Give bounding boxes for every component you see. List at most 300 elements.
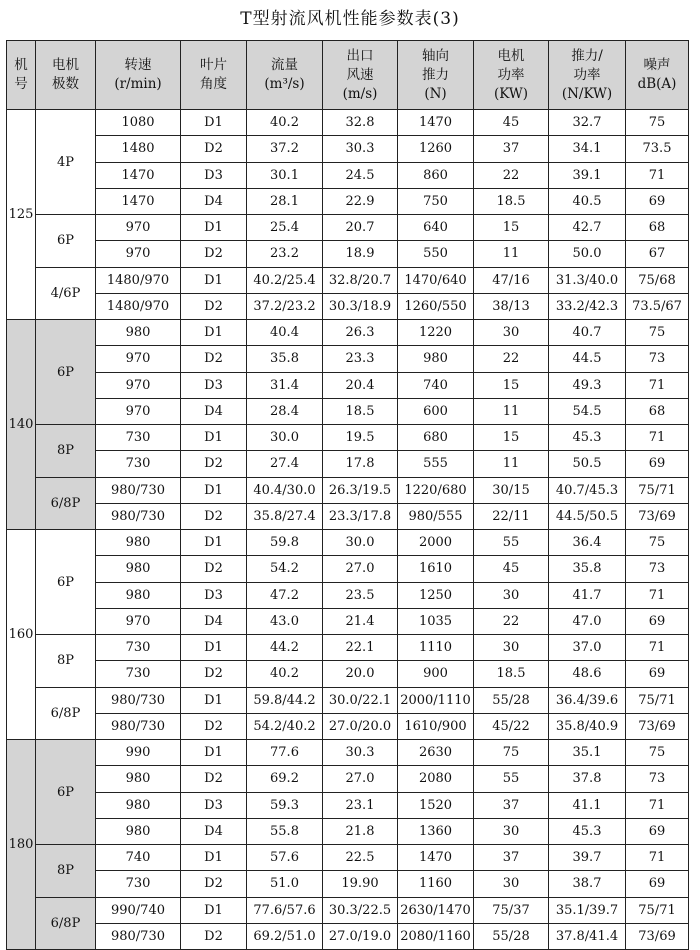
flow-cell: 47.2: [247, 582, 323, 608]
blade-angle-cell: D2: [181, 923, 247, 949]
axial-thrust-cell: 1520: [398, 792, 474, 818]
flow-cell: 28.1: [247, 188, 323, 214]
blade-angle-cell: D2: [181, 713, 247, 739]
noise-cell: 73.5: [626, 136, 689, 162]
table-row: [7, 267, 689, 293]
table-row: [7, 845, 689, 871]
poles-cell: 6P: [36, 320, 96, 425]
thrust-per-power-header-line: (N/KW): [561, 85, 613, 102]
speed-cell: 970: [96, 398, 181, 424]
blade-angle-cell: D3: [181, 372, 247, 398]
model-header: [7, 41, 36, 110]
axial-thrust-cell: 1610/900: [398, 713, 474, 739]
outlet-velocity-cell: 21.4: [323, 608, 398, 634]
outlet-velocity-cell: 30.3/22.5: [323, 897, 398, 923]
outlet-velocity-cell: 20.0: [323, 661, 398, 687]
motor-power-header: [474, 41, 549, 110]
noise-cell: 69: [626, 451, 689, 477]
thrust-per-power-cell: 41.7: [549, 582, 626, 608]
speed-cell: 990/740: [96, 897, 181, 923]
motor-power-cell: 37: [474, 845, 549, 871]
axial-thrust-cell: 1470/640: [398, 267, 474, 293]
axial-thrust-cell: 900: [398, 661, 474, 687]
outlet-velocity-cell: 18.9: [323, 241, 398, 267]
table-row: [7, 215, 689, 241]
table-row: [7, 923, 689, 949]
axial-thrust-cell: 640: [398, 215, 474, 241]
flow-cell: 59.8/44.2: [247, 687, 323, 713]
blade-angle-header-line: 叶片: [200, 57, 227, 73]
speed-cell: 980: [96, 792, 181, 818]
motor-power-cell: 37: [474, 136, 549, 162]
speed-cell: 980: [96, 582, 181, 608]
flow-cell: 77.6: [247, 740, 323, 766]
poles-header: [36, 41, 96, 110]
speed-header-line: 转速: [124, 57, 152, 73]
blade-angle-cell: D2: [181, 346, 247, 372]
table-row: [7, 818, 689, 844]
motor-power-header-line: 电机: [497, 47, 525, 64]
motor-power-cell: 55: [474, 530, 549, 556]
outlet-velocity-cell: 27.0: [323, 556, 398, 582]
flow-cell: 44.2: [247, 635, 323, 661]
blade-angle-cell: D1: [181, 477, 247, 503]
speed-cell: 970: [96, 608, 181, 634]
axial-thrust-cell: 1360: [398, 818, 474, 844]
table-row: [7, 687, 689, 713]
motor-power-cell: 30: [474, 818, 549, 844]
motor-power-cell: 37: [474, 792, 549, 818]
outlet-velocity-cell: 20.7: [323, 215, 398, 241]
table-row: [7, 188, 689, 214]
flow-header-line: 流量: [271, 57, 298, 73]
outlet-velocity-cell: 26.3/19.5: [323, 477, 398, 503]
noise-cell: 75/71: [626, 477, 689, 503]
speed-cell: 1480/970: [96, 293, 181, 319]
flow-cell: 30.1: [247, 162, 323, 188]
motor-power-cell: 75: [474, 740, 549, 766]
blade-angle-cell: D1: [181, 687, 247, 713]
header-row: [7, 41, 689, 110]
outlet-velocity-cell: 26.3: [323, 320, 398, 346]
speed-cell: 970: [96, 241, 181, 267]
table-row: [7, 398, 689, 424]
thrust-per-power-cell: 54.5: [549, 398, 626, 424]
axial-thrust-cell: 1160: [398, 871, 474, 897]
blade-angle-cell: D3: [181, 582, 247, 608]
speed-cell: 980: [96, 818, 181, 844]
thrust-per-power-cell: 49.3: [549, 372, 626, 398]
flow-cell: 43.0: [247, 608, 323, 634]
speed-cell: 970: [96, 372, 181, 398]
axial-thrust-cell: 2630: [398, 740, 474, 766]
motor-power-cell: 11: [474, 398, 549, 424]
speed-cell: 730: [96, 871, 181, 897]
noise-cell: 73: [626, 346, 689, 372]
thrust-per-power-cell: 39.7: [549, 845, 626, 871]
speed-cell: 1080: [96, 110, 181, 136]
thrust-per-power-cell: 44.5: [549, 346, 626, 372]
motor-power-cell: 22: [474, 162, 549, 188]
noise-cell: 71: [626, 582, 689, 608]
blade-angle-cell: D1: [181, 267, 247, 293]
thrust-per-power-cell: 31.3/40.0: [549, 267, 626, 293]
flow-cell: 37.2: [247, 136, 323, 162]
blade-angle-cell: D4: [181, 188, 247, 214]
motor-power-cell: 55: [474, 766, 549, 792]
thrust-per-power-cell: 38.7: [549, 871, 626, 897]
thrust-per-power-cell: 50.5: [549, 451, 626, 477]
flow-cell: 25.4: [247, 215, 323, 241]
flow-cell: 40.4: [247, 320, 323, 346]
blade-angle-cell: D3: [181, 792, 247, 818]
flow-cell: 57.6: [247, 845, 323, 871]
blade-angle-cell: D1: [181, 897, 247, 923]
model-cell: 125: [7, 110, 36, 320]
motor-power-cell: 15: [474, 425, 549, 451]
speed-header: [96, 41, 181, 110]
motor-power-cell: 22: [474, 608, 549, 634]
table-row: [7, 556, 689, 582]
axial-thrust-cell: 555: [398, 451, 474, 477]
outlet-velocity-cell: 27.0: [323, 766, 398, 792]
flow-cell: 59.8: [247, 530, 323, 556]
flow-cell: 28.4: [247, 398, 323, 424]
speed-cell: 1480: [96, 136, 181, 162]
blade-angle-cell: D2: [181, 136, 247, 162]
speed-cell: 740: [96, 845, 181, 871]
noise-cell: 75/71: [626, 897, 689, 923]
table-row: [7, 346, 689, 372]
thrust-per-power-cell: 36.4: [549, 530, 626, 556]
speed-cell: 980/730: [96, 477, 181, 503]
speed-cell: 970: [96, 215, 181, 241]
table-row: [7, 766, 689, 792]
model-cell: 180: [7, 740, 36, 950]
motor-power-cell: 15: [474, 215, 549, 241]
noise-cell: 75: [626, 740, 689, 766]
motor-power-cell: 11: [474, 451, 549, 477]
table-row: [7, 582, 689, 608]
speed-cell: 730: [96, 635, 181, 661]
thrust-per-power-cell: 45.3: [549, 818, 626, 844]
noise-cell: 71: [626, 635, 689, 661]
blade-angle-cell: D1: [181, 110, 247, 136]
axial-thrust-cell: 2630/1470: [398, 897, 474, 923]
outlet-velocity-cell: 22.1: [323, 635, 398, 661]
model-header-line: 机: [14, 57, 28, 73]
thrust-per-power-cell: 40.7/45.3: [549, 477, 626, 503]
thrust-per-power-cell: 48.6: [549, 661, 626, 687]
axial-thrust-cell: 1220/680: [398, 477, 474, 503]
thrust-per-power-cell: 35.8/40.9: [549, 713, 626, 739]
table-row: [7, 425, 689, 451]
table-row: [7, 241, 689, 267]
outlet-velocity-cell: 27.0/19.0: [323, 923, 398, 949]
blade-angle-cell: D2: [181, 503, 247, 529]
outlet-velocity-header-line: 出口: [346, 47, 374, 64]
axial-thrust-cell: 1110: [398, 635, 474, 661]
poles-cell: 6P: [36, 530, 96, 635]
flow-cell: 77.6/57.6: [247, 897, 323, 923]
thrust-per-power-cell: 44.5/50.5: [549, 503, 626, 529]
table-row: [7, 530, 689, 556]
noise-cell: 68: [626, 398, 689, 424]
axial-thrust-cell: 2000/1110: [398, 687, 474, 713]
motor-power-cell: 55/28: [474, 687, 549, 713]
outlet-velocity-cell: 30.3: [323, 740, 398, 766]
axial-thrust-cell: 980: [398, 346, 474, 372]
axial-thrust-cell: 1220: [398, 320, 474, 346]
model-header-line: 号: [14, 76, 28, 92]
outlet-velocity-cell: 19.90: [323, 871, 398, 897]
outlet-velocity-cell: 18.5: [323, 398, 398, 424]
motor-power-cell: 18.5: [474, 661, 549, 687]
thrust-per-power-cell: 33.2/42.3: [549, 293, 626, 319]
thrust-per-power-cell: 35.8: [549, 556, 626, 582]
noise-cell: 75: [626, 530, 689, 556]
outlet-velocity-cell: 24.5: [323, 162, 398, 188]
flow-cell: 54.2/40.2: [247, 713, 323, 739]
axial-thrust-header-line: (N): [424, 85, 447, 102]
speed-cell: 1470: [96, 188, 181, 214]
noise-cell: 73.5/67: [626, 293, 689, 319]
axial-thrust-cell: 2000: [398, 530, 474, 556]
table-row: [7, 293, 689, 319]
flow-cell: 30.0: [247, 425, 323, 451]
poles-cell: 6/8P: [36, 897, 96, 950]
blade-angle-cell: D1: [181, 635, 247, 661]
speed-cell: 980: [96, 530, 181, 556]
noise-cell: 73/69: [626, 713, 689, 739]
axial-thrust-cell: 2080: [398, 766, 474, 792]
axial-thrust-cell: 1260: [398, 136, 474, 162]
blade-angle-cell: D2: [181, 293, 247, 319]
axial-thrust-header: [398, 41, 474, 110]
flow-cell: 31.4: [247, 372, 323, 398]
outlet-velocity-cell: 17.8: [323, 451, 398, 477]
thrust-per-power-cell: 40.5: [549, 188, 626, 214]
table-row: [7, 136, 689, 162]
poles-cell: 8P: [36, 845, 96, 898]
motor-power-cell: 30: [474, 320, 549, 346]
blade-angle-cell: D2: [181, 556, 247, 582]
speed-cell: 980/730: [96, 687, 181, 713]
noise-cell: 73/69: [626, 503, 689, 529]
motor-power-cell: 18.5: [474, 188, 549, 214]
noise-cell: 75/68: [626, 267, 689, 293]
flow-header-line: (m³/s): [264, 76, 305, 92]
axial-thrust-cell: 600: [398, 398, 474, 424]
noise-cell: 73: [626, 556, 689, 582]
outlet-velocity-header: [323, 41, 398, 110]
table-row: [7, 635, 689, 661]
noise-cell: 69: [626, 818, 689, 844]
flow-cell: 40.4/30.0: [247, 477, 323, 503]
outlet-velocity-header-line: (m/s): [342, 85, 378, 102]
speed-cell: 730: [96, 451, 181, 477]
outlet-velocity-cell: 30.3: [323, 136, 398, 162]
outlet-velocity-cell: 19.5: [323, 425, 398, 451]
model-cell: 160: [7, 530, 36, 740]
outlet-velocity-header-line: 风速: [346, 66, 374, 83]
flow-cell: 40.2: [247, 661, 323, 687]
thrust-per-power-cell: 37.0: [549, 635, 626, 661]
poles-cell: 4P: [36, 110, 96, 215]
model-cell: 140: [7, 320, 36, 530]
flow-cell: 69.2: [247, 766, 323, 792]
axial-thrust-cell: 680: [398, 425, 474, 451]
axial-thrust-header-line: 轴向: [422, 47, 449, 64]
noise-cell: 67: [626, 241, 689, 267]
noise-cell: 71: [626, 425, 689, 451]
motor-power-cell: 38/13: [474, 293, 549, 319]
outlet-velocity-cell: 32.8: [323, 110, 398, 136]
table-row: [7, 608, 689, 634]
poles-cell: 6P: [36, 215, 96, 268]
noise-cell: 71: [626, 845, 689, 871]
flow-header: [247, 41, 323, 110]
thrust-per-power-cell: 45.3: [549, 425, 626, 451]
poles-cell: 4/6P: [36, 267, 96, 320]
thrust-per-power-cell: 36.4/39.6: [549, 687, 626, 713]
noise-header: [626, 41, 689, 110]
blade-angle-cell: D1: [181, 425, 247, 451]
poles-cell: 6P: [36, 740, 96, 845]
outlet-velocity-cell: 27.0/20.0: [323, 713, 398, 739]
thrust-per-power-cell: 37.8: [549, 766, 626, 792]
motor-power-cell: 55/28: [474, 923, 549, 949]
blade-angle-cell: D1: [181, 215, 247, 241]
speed-cell: 980: [96, 766, 181, 792]
poles-cell: 8P: [36, 425, 96, 478]
thrust-per-power-cell: 41.1: [549, 792, 626, 818]
thrust-per-power-header-line: 功率: [573, 66, 601, 83]
outlet-velocity-cell: 20.4: [323, 372, 398, 398]
outlet-velocity-cell: 30.0/22.1: [323, 687, 398, 713]
table-row: [7, 740, 689, 766]
flow-cell: 69.2/51.0: [247, 923, 323, 949]
thrust-per-power-cell: 35.1/39.7: [549, 897, 626, 923]
blade-angle-cell: D1: [181, 530, 247, 556]
thrust-per-power-header-line: 推力/: [571, 47, 603, 64]
thrust-per-power-cell: 34.1: [549, 136, 626, 162]
table-row: [7, 477, 689, 503]
speed-cell: 730: [96, 425, 181, 451]
noise-cell: 69: [626, 871, 689, 897]
blade-angle-cell: D4: [181, 818, 247, 844]
noise-cell: 75: [626, 110, 689, 136]
noise-cell: 75: [626, 320, 689, 346]
motor-power-cell: 11: [474, 241, 549, 267]
noise-cell: 69: [626, 608, 689, 634]
blade-angle-cell: D2: [181, 451, 247, 477]
blade-angle-cell: D2: [181, 766, 247, 792]
axial-thrust-cell: 1610: [398, 556, 474, 582]
axial-thrust-cell: 740: [398, 372, 474, 398]
axial-thrust-cell: 1250: [398, 582, 474, 608]
poles-header-line: 极数: [52, 76, 79, 92]
motor-power-cell: 45: [474, 110, 549, 136]
flow-cell: 27.4: [247, 451, 323, 477]
fan-parameter-table: [6, 40, 689, 950]
table-row: [7, 871, 689, 897]
outlet-velocity-cell: 30.0: [323, 530, 398, 556]
poles-cell: 6/8P: [36, 687, 96, 740]
table-row: [7, 110, 689, 136]
table-row: [7, 162, 689, 188]
poles-cell: 8P: [36, 635, 96, 688]
noise-cell: 71: [626, 372, 689, 398]
axial-thrust-cell: 550: [398, 241, 474, 267]
speed-cell: 980: [96, 320, 181, 346]
noise-header-line: dB(A): [637, 76, 677, 92]
blade-angle-cell: D4: [181, 608, 247, 634]
thrust-per-power-cell: 35.1: [549, 740, 626, 766]
blade-angle-cell: D2: [181, 241, 247, 267]
outlet-velocity-cell: 30.3/18.9: [323, 293, 398, 319]
motor-power-cell: 22/11: [474, 503, 549, 529]
axial-thrust-cell: 1470: [398, 845, 474, 871]
flow-cell: 35.8: [247, 346, 323, 372]
motor-power-cell: 45/22: [474, 713, 549, 739]
poles-header-line: 电机: [52, 57, 79, 73]
motor-power-cell: 22: [474, 346, 549, 372]
thrust-per-power-cell: 39.1: [549, 162, 626, 188]
motor-power-cell: 75/37: [474, 897, 549, 923]
noise-cell: 71: [626, 792, 689, 818]
flow-cell: 23.2: [247, 241, 323, 267]
motor-power-cell: 30: [474, 635, 549, 661]
flow-cell: 54.2: [247, 556, 323, 582]
axial-thrust-cell: 1470: [398, 110, 474, 136]
outlet-velocity-cell: 23.5: [323, 582, 398, 608]
flow-cell: 37.2/23.2: [247, 293, 323, 319]
table-row: [7, 713, 689, 739]
outlet-velocity-cell: 22.9: [323, 188, 398, 214]
noise-cell: 69: [626, 661, 689, 687]
motor-power-cell: 30: [474, 871, 549, 897]
outlet-velocity-cell: 32.8/20.7: [323, 267, 398, 293]
table-body: [7, 110, 689, 950]
blade-angle-cell: D1: [181, 740, 247, 766]
table-row: [7, 792, 689, 818]
table-row: [7, 897, 689, 923]
noise-cell: 73/69: [626, 923, 689, 949]
table-row: [7, 320, 689, 346]
speed-header-line: (r/min): [114, 76, 162, 92]
speed-cell: 1470: [96, 162, 181, 188]
table-row: [7, 372, 689, 398]
flow-cell: 35.8/27.4: [247, 503, 323, 529]
noise-cell: 69: [626, 188, 689, 214]
table-row: [7, 451, 689, 477]
thrust-per-power-cell: 50.0: [549, 241, 626, 267]
thrust-per-power-cell: 32.7: [549, 110, 626, 136]
motor-power-header-line: (KW): [493, 85, 528, 102]
blade-angle-cell: D2: [181, 871, 247, 897]
outlet-velocity-cell: 21.8: [323, 818, 398, 844]
outlet-velocity-cell: 23.1: [323, 792, 398, 818]
poles-cell: 6/8P: [36, 477, 96, 530]
flow-cell: 59.3: [247, 792, 323, 818]
blade-angle-cell: D2: [181, 661, 247, 687]
axial-thrust-cell: 980/555: [398, 503, 474, 529]
blade-angle-header: [181, 41, 247, 110]
axial-thrust-cell: 750: [398, 188, 474, 214]
blade-angle-cell: D3: [181, 162, 247, 188]
flow-cell: 55.8: [247, 818, 323, 844]
